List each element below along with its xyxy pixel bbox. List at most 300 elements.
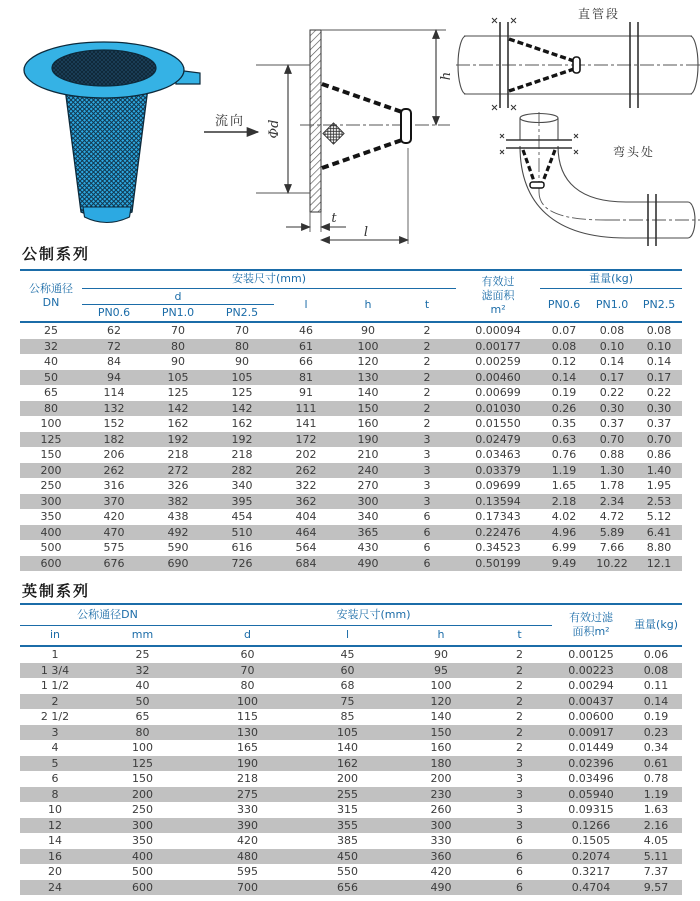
- table-cell: 0.17: [599, 370, 625, 384]
- table-row: [20, 694, 682, 710]
- header-mm: mm: [131, 628, 154, 642]
- table-cell: 2: [516, 710, 524, 723]
- table-cell: 94: [107, 370, 121, 384]
- table-row: [20, 646, 682, 663]
- table-cell: 0.2074: [571, 849, 611, 863]
- table-cell: 125: [132, 756, 153, 770]
- table-cell: 46: [299, 324, 313, 337]
- table-cell: 32: [135, 663, 150, 677]
- table-cell: 91: [299, 386, 313, 399]
- table-cell: 0.07: [551, 324, 577, 337]
- svg-text:l: l: [363, 225, 369, 240]
- table-cell: 255: [337, 787, 359, 801]
- table-cell: 80: [135, 725, 150, 739]
- table-cell: 656: [337, 880, 359, 894]
- table-cell: 300: [40, 494, 62, 508]
- table-cell: 125: [231, 386, 253, 399]
- table-cell: 120: [357, 355, 379, 368]
- table-cell: 270: [357, 479, 379, 492]
- table-cell: 105: [167, 370, 189, 384]
- table-cell: 90: [171, 355, 185, 368]
- table-cell: 190: [357, 432, 379, 446]
- table-cell: 141: [295, 417, 317, 430]
- table-row: [20, 478, 682, 494]
- dim-phi-d: [256, 65, 310, 193]
- table-cell: 150: [430, 725, 452, 739]
- table-cell: 210: [357, 448, 379, 461]
- table-cell: 350: [40, 510, 62, 523]
- table-row: [20, 494, 682, 510]
- table-cell: 80: [171, 339, 185, 353]
- table-cell: 65: [44, 386, 58, 399]
- installation-straight-pipe: [456, 2, 700, 114]
- table-cell: 0.02479: [475, 432, 521, 446]
- header-dn: 公称通径DN: [20, 604, 195, 625]
- table-row: [20, 849, 682, 865]
- header-in: in: [49, 628, 61, 642]
- header-l: l: [345, 628, 350, 642]
- table-row: [20, 385, 682, 401]
- table-row: [20, 370, 682, 386]
- table-row: [20, 525, 682, 541]
- header-d: d: [82, 288, 274, 305]
- header-weight: 重量(kg): [540, 270, 682, 288]
- table-cell: 370: [103, 494, 125, 508]
- table-cell: 68: [340, 679, 355, 692]
- svg-text:Φd: Φd: [267, 119, 282, 139]
- table-row: [20, 463, 682, 479]
- table-cell: 105: [231, 370, 253, 384]
- table-cell: 2: [516, 679, 524, 692]
- table-cell: 0.30: [646, 401, 672, 415]
- table-cell: 0.76: [551, 448, 577, 461]
- table-cell: 5: [51, 756, 59, 770]
- table-cell: 0.1505: [571, 834, 611, 847]
- table-cell: 315: [337, 803, 359, 816]
- table-cell: 420: [237, 834, 259, 847]
- header-dn: 公称通径 DN: [29, 282, 73, 309]
- table-cell: 395: [231, 494, 253, 508]
- table-cell: 70: [235, 324, 249, 337]
- table-cell: 165: [237, 741, 259, 754]
- table-cell: 160: [357, 417, 379, 430]
- table-cell: 1.19: [643, 787, 669, 801]
- table-row: [20, 339, 682, 355]
- table-cell: 322: [295, 479, 317, 492]
- table-cell: 100: [237, 694, 259, 708]
- table-cell: 0.00294: [568, 679, 614, 692]
- table-cell: 3: [516, 756, 524, 770]
- table-cell: 200: [337, 772, 359, 785]
- table-cell: 0.10: [646, 339, 672, 353]
- table-cell: 7.66: [599, 541, 625, 554]
- table-cell: 6: [516, 880, 524, 894]
- table-cell: 0.14: [551, 370, 577, 384]
- table-cell: 684: [295, 556, 317, 570]
- table-cell: 275: [237, 787, 259, 801]
- table-cell: 218: [237, 772, 259, 785]
- table-cell: 62: [107, 324, 121, 337]
- table-row: [20, 432, 682, 448]
- table-cell: 150: [132, 772, 153, 785]
- table-cell: 250: [132, 803, 153, 816]
- table-cell: 0.3217: [571, 865, 611, 878]
- strainer-bottom-rim: [83, 207, 131, 223]
- header-t: t: [517, 628, 522, 642]
- table-cell: 0.02396: [568, 756, 614, 770]
- bolt-marks: [492, 18, 516, 110]
- table-cell: 355: [337, 818, 359, 832]
- table-cell: 575: [103, 541, 125, 554]
- table-cell: 0.17: [646, 370, 672, 384]
- table-cell: 0.22476: [475, 525, 521, 539]
- section-flange: [310, 30, 321, 212]
- table-cell: 9.57: [643, 880, 669, 894]
- header-d: d: [244, 628, 251, 642]
- table-cell: 10.22: [596, 556, 628, 570]
- table-cell: 1.78: [599, 479, 625, 492]
- table-cell: 316: [103, 479, 125, 492]
- table-cell: 420: [430, 865, 452, 878]
- table-cell: 300: [132, 818, 153, 832]
- table-cell: 2: [516, 725, 524, 739]
- table-cell: 3: [423, 479, 431, 492]
- table-row: [20, 401, 682, 417]
- table-cell: 90: [235, 355, 249, 368]
- table-cell: 1.65: [551, 479, 577, 492]
- table-cell: 75: [340, 694, 355, 708]
- table-cell: 162: [231, 417, 253, 430]
- table-cell: 1: [51, 648, 59, 661]
- table-cell: 182: [103, 432, 125, 446]
- table-cell: 690: [167, 556, 189, 570]
- table-cell: 492: [167, 525, 189, 539]
- table-cell: 100: [40, 417, 62, 430]
- table-row: [20, 756, 682, 772]
- table-cell: 200: [40, 463, 62, 477]
- table-cell: 230: [430, 787, 452, 801]
- table-cell: 0.05940: [568, 787, 614, 801]
- table-cell: 3: [516, 772, 524, 785]
- table-cell: 2: [423, 401, 431, 415]
- header-install-dims: 安装尺寸(mm): [195, 604, 552, 625]
- table-cell: 400: [132, 849, 153, 863]
- table-row: [20, 818, 682, 834]
- table-cell: 260: [430, 803, 452, 816]
- table-cell: 8.80: [646, 541, 672, 554]
- table-cell: 0.00460: [475, 370, 521, 384]
- table-cell: 125: [167, 386, 189, 399]
- table-cell: 595: [237, 865, 259, 878]
- table-cell: 2.18: [551, 494, 577, 508]
- table-cell: 61: [299, 339, 313, 353]
- straight-pipe-label: 直管段: [577, 7, 621, 21]
- table-cell: 0.00125: [568, 648, 614, 661]
- table-cell: 0.00094: [475, 324, 521, 337]
- table-cell: 24: [48, 880, 62, 894]
- table-cell: 6: [423, 510, 431, 523]
- table-cell: 200: [430, 772, 452, 785]
- table-cell: 2: [423, 417, 431, 430]
- table-row: [20, 678, 682, 694]
- table-cell: 1.40: [646, 463, 672, 477]
- table-cell: 84: [107, 355, 121, 368]
- header-install-dims: 安装尺寸(mm): [82, 270, 456, 288]
- table-cell: 450: [337, 849, 359, 863]
- table-cell: 390: [237, 818, 259, 832]
- table-cell: 6: [51, 772, 59, 785]
- table-cell: 100: [132, 741, 153, 754]
- table-cell: 180: [430, 756, 452, 770]
- table-row: [20, 416, 682, 432]
- table-cell: 202: [295, 448, 317, 461]
- table-cell: 490: [430, 880, 452, 894]
- table-cell: 130: [237, 725, 259, 739]
- header-weight: 重量(kg): [634, 618, 678, 632]
- table-cell: 2.53: [646, 494, 672, 508]
- table-cell: 2: [516, 694, 524, 708]
- table-cell: 0.70: [599, 432, 625, 446]
- table-row: [20, 802, 682, 818]
- table-cell: 0.88: [599, 448, 625, 461]
- table-cell: 262: [103, 463, 125, 477]
- table-cell: 20: [48, 865, 62, 878]
- table-cell: 5.89: [599, 525, 625, 539]
- table-cell: 2: [516, 663, 524, 677]
- table-cell: 80: [240, 679, 255, 692]
- table-row: [20, 740, 682, 756]
- table-cell: 200: [132, 787, 153, 801]
- table-cell: 0.61: [643, 756, 669, 770]
- table-cell: 125: [40, 432, 62, 446]
- table-cell: 0.70: [646, 432, 672, 446]
- table-cell: 142: [167, 401, 189, 415]
- table-cell: 4.05: [643, 834, 669, 847]
- table-cell: 385: [337, 834, 359, 847]
- table-cell: 192: [167, 432, 189, 446]
- table-cell: 300: [357, 494, 379, 508]
- header-weight-pn10: PN1.0: [595, 297, 629, 311]
- strainer-dimension-drawing: [196, 8, 460, 248]
- dim-t: [286, 211, 346, 232]
- table-cell: 700: [237, 880, 259, 894]
- table-cell: 32: [44, 339, 58, 353]
- metric-table-body: [20, 322, 682, 571]
- table-cell: 4.72: [599, 510, 625, 523]
- table-row: [20, 540, 682, 556]
- svg-text:流向: 流向: [214, 114, 246, 129]
- table-cell: 3: [516, 818, 524, 832]
- table-cell: 600: [40, 556, 62, 570]
- table-row: [20, 556, 682, 572]
- svg-text:h: h: [439, 71, 454, 81]
- table-cell: 0.10: [599, 339, 625, 353]
- table-cell: 550: [337, 865, 359, 878]
- table-cell: 382: [167, 494, 189, 508]
- table-cell: 350: [132, 834, 153, 847]
- table-cell: 0.22: [646, 386, 672, 399]
- table-cell: 85: [340, 710, 355, 723]
- table-cell: 60: [240, 648, 255, 661]
- table-cell: 6: [516, 834, 524, 847]
- table-cell: 3: [423, 494, 431, 508]
- table-cell: 100: [357, 339, 379, 353]
- table-cell: 0.4704: [571, 880, 611, 894]
- table-cell: 3: [423, 463, 431, 477]
- table-row: [20, 447, 682, 463]
- table-cell: 160: [430, 741, 452, 754]
- header-l: l: [304, 297, 308, 311]
- table-cell: 0.17343: [475, 510, 521, 523]
- table-cell: 115: [237, 710, 259, 723]
- table-cell: 4: [51, 741, 59, 754]
- metric-table: [20, 269, 682, 571]
- table-cell: 105: [337, 725, 359, 739]
- table-cell: 2: [423, 355, 431, 368]
- table-cell: 0.78: [643, 772, 669, 785]
- table-cell: 500: [132, 865, 153, 878]
- table-cell: 0.50199: [475, 556, 521, 570]
- table-cell: 0.00223: [568, 663, 614, 677]
- header-h: h: [364, 297, 372, 311]
- table-cell: 490: [357, 556, 379, 570]
- table-row: [20, 787, 682, 803]
- table-cell: 0.08: [551, 339, 577, 353]
- table-cell: 0.37: [599, 417, 625, 430]
- table-cell: 0.00917: [568, 725, 614, 739]
- table-cell: 262: [295, 463, 317, 477]
- table-cell: 0.01550: [475, 417, 521, 430]
- table-cell: 0.00699: [475, 386, 521, 399]
- table-cell: 420: [103, 510, 125, 523]
- table-cell: 0.22: [599, 386, 625, 399]
- table-cell: 70: [240, 663, 255, 677]
- table-cell: 65: [135, 710, 150, 723]
- table-cell: 140: [337, 741, 359, 754]
- table-cell: 0.35: [551, 417, 577, 430]
- flow-direction-arrow: [204, 113, 258, 132]
- header-t: t: [424, 297, 430, 311]
- table-cell: 10: [48, 803, 62, 816]
- table-cell: 8: [51, 787, 59, 801]
- table-cell: 40: [44, 355, 58, 368]
- table-row: [20, 509, 682, 525]
- header-d-pn06: PN0.6: [97, 306, 131, 320]
- table-cell: 726: [231, 556, 253, 570]
- table-cell: 1.63: [643, 803, 669, 816]
- table-cell: 72: [107, 339, 121, 353]
- table-cell: 564: [295, 541, 317, 554]
- table-cell: 0.14: [599, 355, 625, 368]
- table-cell: 3: [516, 803, 524, 816]
- table-cell: 340: [231, 479, 253, 492]
- installation-elbow: [456, 112, 700, 254]
- table-row: [20, 833, 682, 849]
- table-cell: 6: [516, 849, 524, 863]
- table-cell: 0.34: [643, 741, 669, 754]
- table-cell: 192: [231, 432, 253, 446]
- table-cell: 0.13594: [475, 494, 521, 508]
- table-cell: 6.99: [551, 541, 577, 554]
- table-cell: 500: [40, 541, 62, 554]
- table-row: [20, 880, 682, 896]
- table-cell: 362: [295, 494, 317, 508]
- table-cell: 90: [361, 324, 375, 337]
- table-cell: 400: [40, 525, 62, 539]
- header-d-pn25: PN2.5: [225, 306, 259, 320]
- table-cell: 0.12: [551, 355, 577, 368]
- table-cell: 1.30: [599, 463, 625, 477]
- table-cell: 0.06: [643, 648, 669, 661]
- table-cell: 111: [295, 401, 317, 415]
- table-cell: 2: [51, 694, 59, 708]
- table-cell: 206: [103, 448, 125, 461]
- table-row: [20, 725, 682, 741]
- table-cell: 0.63: [551, 432, 577, 446]
- table-cell: 60: [340, 663, 355, 677]
- table-cell: 0.03463: [475, 448, 521, 461]
- table-cell: 3: [516, 787, 524, 801]
- table-cell: 0.00600: [568, 710, 614, 723]
- table-cell: 1 3/4: [40, 663, 70, 677]
- strainer-top-opening: [52, 50, 156, 86]
- table-cell: 272: [167, 463, 189, 477]
- table-cell: 0.11: [643, 679, 669, 692]
- table-cell: 6: [423, 556, 431, 570]
- table-cell: 114: [103, 386, 125, 399]
- table-cell: 0.23: [643, 725, 669, 739]
- table-cell: 150: [357, 401, 379, 415]
- table-cell: 190: [237, 756, 259, 770]
- table-cell: 590: [167, 541, 189, 554]
- table-cell: 676: [103, 556, 125, 570]
- table-cell: 430: [357, 541, 379, 554]
- table-cell: 0.08: [646, 324, 672, 337]
- table-cell: 3: [423, 432, 431, 446]
- table-cell: 80: [44, 401, 58, 415]
- table-cell: 6: [423, 541, 431, 554]
- table-cell: 12: [48, 818, 62, 832]
- table-cell: 120: [430, 694, 452, 708]
- table-cell: 330: [430, 834, 452, 847]
- imperial-section-title: 英制系列: [22, 582, 91, 600]
- table-cell: 70: [171, 324, 185, 337]
- table-cell: 2: [516, 741, 524, 754]
- table-cell: 470: [103, 525, 125, 539]
- table-cell: 9.49: [551, 556, 577, 570]
- table-cell: 218: [167, 448, 189, 461]
- table-cell: 0.08: [643, 663, 669, 677]
- table-cell: 130: [357, 370, 379, 384]
- table-cell: 152: [103, 417, 125, 430]
- table-cell: 282: [231, 463, 253, 477]
- table-cell: 0.09699: [475, 479, 521, 492]
- imperial-table: [20, 603, 682, 895]
- table-cell: 12.1: [646, 556, 672, 570]
- strainer-flange: [24, 42, 184, 98]
- table-cell: 0.37: [646, 417, 672, 430]
- table-cell: 4.96: [551, 525, 577, 539]
- table-cell: 162: [167, 417, 189, 430]
- table-cell: 2: [516, 648, 524, 661]
- table-cell: 1.19: [551, 463, 577, 477]
- table-cell: 0.01030: [475, 401, 521, 415]
- table-cell: 326: [167, 479, 189, 492]
- imperial-table-body: [20, 646, 682, 895]
- table-cell: 3: [423, 448, 431, 461]
- table-cell: 16: [48, 849, 62, 863]
- table-cell: 0.30: [599, 401, 625, 415]
